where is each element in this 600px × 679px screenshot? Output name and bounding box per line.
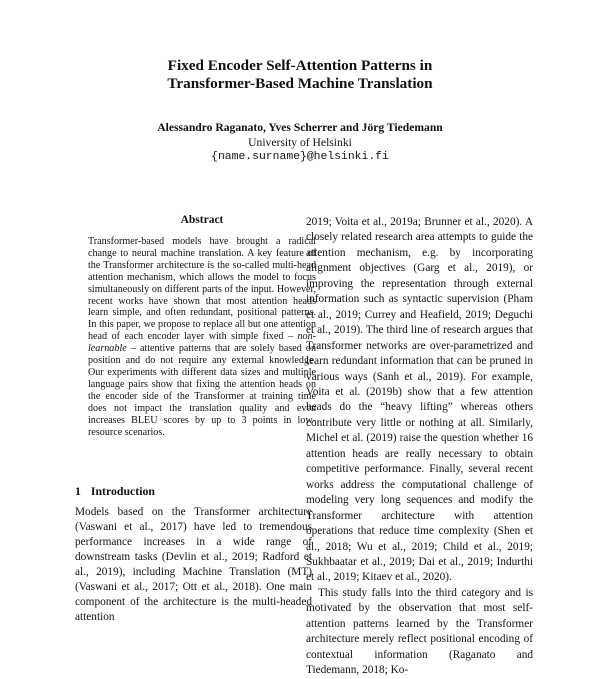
- abstract-heading: Abstract: [180, 214, 224, 226]
- section-number: 1: [75, 484, 81, 498]
- section-title: Introduction: [90, 484, 155, 498]
- abstract-italic: non-learnable: [88, 331, 316, 355]
- section-heading-introduction: [75, 484, 155, 499]
- right-paragraph-1: 2019; Voita et al., 2019a; Brunner et al., 2020). A closely related research area attempts to guide the attention mechanism, e.g. by incorporating alignment objectives (Garg et al., 2019), or improving the representation through external information such as syntactic supervision (Pham et al., 2019; Currey and Heafield, 2019; Deguchi et al., 2019). The third line of research argues that Transformer networks are over-parametrized and learn redundant information that can be pruned in various ways (Sanh et al., 2019). For example, Voita et al. (2019b) show that a few attention heads do the “heavy lifting” whereas others contribute very little or nothing at all. Similarly, Michel et al. (2019) raise the question whether 16 attention heads are really necessary to obtain competitive performance. Finally, several recent works address the computational challenge of modeling very long sequences and modify the Transformer architecture with attention operations that reduce time complexity (Shen et al., 2018; Wu et al., 2019; Child et al., 2019; Sukhbaatar et al., 2019; Dai et al., 2019; Indurthi et al., 2019; Kitaev et al., 2020).: [306, 216, 533, 584]
- abstract-text: [88, 236, 316, 438]
- title-line-2: Transformer-Based Machine Translation: [167, 75, 433, 92]
- right-paragraph-2: This study falls into the third category and is motivated by the observation that most self-attention patterns learned by the Transformer architecture merely reflect positional encoding of contextual information (Raganato and Tiedemann, 2018; Ko-: [306, 586, 533, 677]
- title-line-1: Fixed Encoder Self-Attention Patterns in: [167, 57, 433, 74]
- abstract-text-part2: – attentive patterns that are solely based on position and do not require any external knowledge. Our experiments with different data sizes and multiple language pairs show that fixing the attention heads on the encoder side of the Transformer at training time does not impact the translation quality and even increases BLEU scores by up to 3 points in low-resource scenarios.: [88, 343, 316, 438]
- paper-title: [0, 57, 600, 93]
- intro-column-right: [306, 215, 533, 679]
- affiliation: University of Helsinki: [248, 136, 352, 149]
- author-block: [0, 120, 600, 165]
- intro-column-left: Models based on the Transformer architecture (Vaswani et al., 2017) have led to tremendous performance increases in a wide range of downstream tasks (Devlin et al., 2019; Radford et al., 2019), including Machine Translation (MT) (Vaswani et al., 2017; Ott et al., 2018). One main component of the architecture is the multi-headed attention: [75, 506, 312, 623]
- abstract-text-part1: Transformer-based models have brought a radical change to neural machine translation. A key feature of the Transformer architecture is the so-called multi-head attention mechanism, which allows the model to focus simultaneously on different parts of the input. However, recent works have shown that most attention heads learn simple, and often redundant, positional patterns. In this paper, we propose to replace all but one attention head of each encoder layer with simple fixed –: [88, 236, 316, 343]
- email: {name.surname}@helsinki.fi: [211, 151, 389, 163]
- author-names: Alessandro Raganato, Yves Scherrer and Jörg Tiedemann: [157, 121, 443, 134]
